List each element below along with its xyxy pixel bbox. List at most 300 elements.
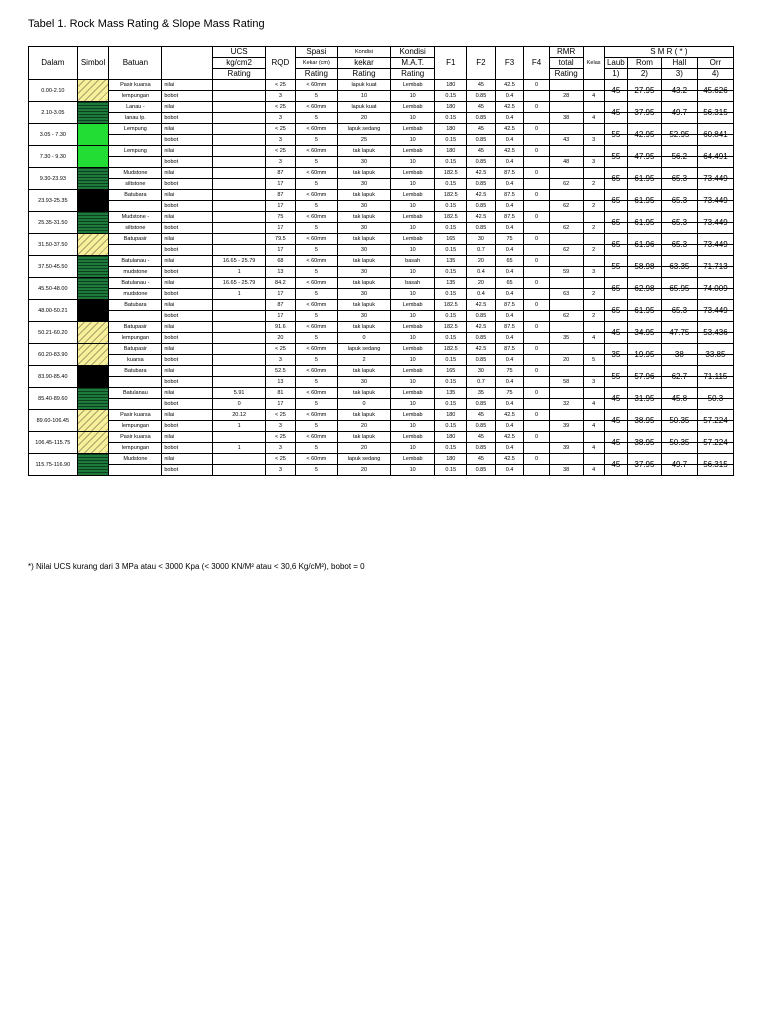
- header-smr-orr-num: 4): [697, 69, 733, 80]
- bobot-mat-cell: 10: [390, 113, 434, 124]
- smr-orr-cell: 71.115: [697, 372, 733, 383]
- row-kind-label: bobot: [162, 289, 213, 300]
- rock-type-cell: [109, 399, 162, 410]
- row-kind-label: bobot: [162, 157, 213, 168]
- rock-type-cell: lempungan: [109, 421, 162, 432]
- rock-type-cell: Batulanau -: [109, 278, 162, 289]
- depth-cell: 89.60-106.45: [29, 410, 78, 432]
- nilai-rqd-cell: 68: [266, 256, 296, 267]
- lithology-pattern-sand: [78, 344, 109, 365]
- nilai-f2-cell: 45: [467, 432, 496, 443]
- bobot-f1-cell: 0.15: [435, 91, 467, 102]
- nilai-f4-cell: 0: [524, 410, 549, 421]
- nilai-ucs-cell: [213, 322, 266, 333]
- depth-cell: 0.00-2.10: [29, 80, 78, 102]
- nilai-spasi-cell: < 60mm: [295, 344, 337, 355]
- nilai-f4-cell: 0: [524, 146, 549, 157]
- bobot-spasi-cell: 5: [295, 179, 337, 190]
- smr-orr-cell: 73.449: [697, 196, 733, 207]
- bobot-spasi-cell: 5: [295, 245, 337, 256]
- nilai-f1-cell: 180: [435, 102, 467, 113]
- bobot-f2-cell: 0.85: [467, 113, 496, 124]
- bobot-rqd-cell: 3: [266, 443, 296, 454]
- smr-orr-cell: 53.436: [697, 328, 733, 339]
- bobot-f4-cell: [524, 135, 549, 146]
- bobot-mat-cell: 10: [390, 91, 434, 102]
- nilai-f3-cell: 87.5: [495, 322, 524, 333]
- bobot-f2-cell: 0.85: [467, 201, 496, 212]
- header-kondisi-mat-2: M.A.T.: [390, 58, 434, 69]
- row-kind-label: bobot: [162, 201, 213, 212]
- nilai-kekar-cell: tak lapuk: [338, 278, 391, 289]
- bobot-spasi-cell: 5: [295, 377, 337, 388]
- depth-cell: 115.75-116.90: [29, 454, 78, 476]
- kelas-cell: 5: [583, 355, 604, 366]
- bobot-mat-cell: 10: [390, 465, 434, 476]
- nilai-f1-cell: 180: [435, 124, 467, 135]
- rock-type-cell: Batupasir: [109, 234, 162, 245]
- bobot-f2-cell: 0.7: [467, 377, 496, 388]
- nilai-rqd-cell: < 25: [266, 146, 296, 157]
- nilai-f3-cell: 42.5: [495, 80, 524, 91]
- bobot-mat-cell: 10: [390, 223, 434, 234]
- bobot-f1-cell: 0.15: [435, 333, 467, 344]
- bobot-ucs-cell: 1: [213, 267, 266, 278]
- nilai-spasi-cell: < 60mm: [295, 454, 337, 465]
- smr-laub-cell: 45: [604, 416, 627, 427]
- lithology-pattern-mud: [78, 212, 109, 233]
- nilai-spasi-cell: < 60mm: [295, 212, 337, 223]
- bobot-spasi-cell: 5: [295, 267, 337, 278]
- bobot-f3-cell: 0.4: [495, 157, 524, 168]
- row-kind-label: bobot: [162, 399, 213, 410]
- lithology-symbol: [77, 322, 109, 344]
- bobot-mat-cell: 10: [390, 443, 434, 454]
- kelas-cell: 4: [583, 91, 604, 102]
- kelas-blank-cell: [583, 278, 604, 289]
- rock-type-cell: Mudstone: [109, 168, 162, 179]
- smr-orr-cell: 56.315: [697, 108, 733, 119]
- bobot-f1-cell: 0.15: [435, 267, 467, 278]
- nilai-f3-cell: 87.5: [495, 212, 524, 223]
- nilai-f2-cell: 20: [467, 256, 496, 267]
- lithology-symbol: [77, 234, 109, 256]
- kelas-cell: 2: [583, 201, 604, 212]
- table-row: [29, 201, 734, 212]
- smr-laub-cell: 55: [604, 372, 627, 383]
- rmr-blank-cell: [549, 410, 583, 421]
- bobot-spasi-cell: 5: [295, 289, 337, 300]
- nilai-spasi-cell: < 60mm: [295, 234, 337, 245]
- kelas-cell: 4: [583, 465, 604, 476]
- nilai-rqd-cell: < 25: [266, 454, 296, 465]
- smr-rom-cell: 27.95: [628, 86, 662, 97]
- bobot-mat-cell: 10: [390, 289, 434, 300]
- nilai-spasi-cell: < 60mm: [295, 300, 337, 311]
- smr-hall-cell: 50.35: [661, 438, 697, 449]
- bobot-mat-cell: 10: [390, 135, 434, 146]
- smr-orr-cell: 73.449: [697, 174, 733, 185]
- row-kind-label: nilai: [162, 168, 213, 179]
- depth-cell: 60.20-83.90: [29, 344, 78, 366]
- bobot-mat-cell: 10: [390, 333, 434, 344]
- bobot-f4-cell: [524, 113, 549, 124]
- rmr-blank-cell: [549, 366, 583, 377]
- smr-orr-cell: 74.009: [697, 284, 733, 295]
- row-kind-label: nilai: [162, 300, 213, 311]
- bobot-f4-cell: [524, 267, 549, 278]
- nilai-mat-cell: Lembab: [390, 344, 434, 355]
- bobot-f2-cell: 0.4: [467, 267, 496, 278]
- smr-laub-cell: 55: [604, 152, 627, 163]
- lithology-symbol: [77, 168, 109, 190]
- nilai-ucs-cell: [213, 300, 266, 311]
- nilai-f3-cell: 87.5: [495, 344, 524, 355]
- nilai-f3-cell: 87.5: [495, 190, 524, 201]
- bobot-f1-cell: 0.15: [435, 113, 467, 124]
- depth-cell: 23.93-25.35: [29, 190, 78, 212]
- nilai-f4-cell: 0: [524, 278, 549, 289]
- nilai-spasi-cell: < 60mm: [295, 410, 337, 421]
- smr-orr-cell: 73.449: [697, 218, 733, 229]
- rmr-blank-cell: [549, 454, 583, 465]
- kelas-blank-cell: [583, 388, 604, 399]
- row-kind-label: bobot: [162, 465, 213, 476]
- row-kind-label: nilai: [162, 80, 213, 91]
- kelas-cell: 3: [583, 267, 604, 278]
- nilai-mat-cell: Lembab: [390, 410, 434, 421]
- depth-cell: 25.35-31.50: [29, 212, 78, 234]
- depth-cell: 9.30-23.93: [29, 168, 78, 190]
- rock-type-cell: Batupasir: [109, 322, 162, 333]
- nilai-f1-cell: 180: [435, 410, 467, 421]
- nilai-f1-cell: 180: [435, 146, 467, 157]
- nilai-rqd-cell: 87: [266, 168, 296, 179]
- rmr-total-cell: 20: [549, 355, 583, 366]
- bobot-ucs-cell: [213, 91, 266, 102]
- lithology-pattern-mud: [78, 278, 109, 299]
- nilai-f3-cell: 75: [495, 234, 524, 245]
- smr-rom-cell: 47.95: [628, 152, 662, 163]
- lithology-symbol: [77, 102, 109, 124]
- nilai-f1-cell: 135: [435, 388, 467, 399]
- kelas-cell: 2: [583, 245, 604, 256]
- row-kind-label: bobot: [162, 267, 213, 278]
- bobot-f3-cell: 0.4: [495, 355, 524, 366]
- nilai-f4-cell: 0: [524, 168, 549, 179]
- header-f2: F2: [467, 47, 496, 80]
- nilai-mat-cell: Lembab: [390, 102, 434, 113]
- nilai-f2-cell: 45: [467, 124, 496, 135]
- nilai-f4-cell: 0: [524, 388, 549, 399]
- rock-type-cell: siltstone: [109, 223, 162, 234]
- nilai-mat-cell: Lembab: [390, 80, 434, 91]
- depth-cell: 106.45-115.75: [29, 432, 78, 454]
- rmr-blank-cell: [549, 234, 583, 245]
- header-smr-hall-num: 3): [661, 69, 697, 80]
- nilai-f2-cell: 35: [467, 388, 496, 399]
- kelas-blank-cell: [583, 410, 604, 421]
- header-kelas: Kelas: [583, 47, 604, 80]
- bobot-f4-cell: [524, 377, 549, 388]
- row-kind-label: bobot: [162, 443, 213, 454]
- bobot-f1-cell: 0.15: [435, 157, 467, 168]
- bobot-spasi-cell: 5: [295, 355, 337, 366]
- table-row: [29, 443, 734, 454]
- nilai-mat-cell: Lembab: [390, 234, 434, 245]
- nilai-f3-cell: 87.5: [495, 168, 524, 179]
- lithology-pattern-mud: [78, 168, 109, 189]
- bobot-ucs-cell: [213, 201, 266, 212]
- nilai-ucs-cell: 5.91: [213, 388, 266, 399]
- bobot-mat-cell: 10: [390, 377, 434, 388]
- lithology-symbol: [77, 80, 109, 102]
- kelas-cell: 3: [583, 377, 604, 388]
- smr-rom-cell: 37.95: [628, 460, 662, 471]
- smr-rom-cell: 38.95: [628, 416, 662, 427]
- bobot-rqd-cell: 17: [266, 201, 296, 212]
- header-f4: F4: [524, 47, 549, 80]
- bobot-f1-cell: 0.15: [435, 377, 467, 388]
- bobot-f1-cell: 0.15: [435, 443, 467, 454]
- bobot-spasi-cell: 5: [295, 465, 337, 476]
- bobot-f3-cell: 0.4: [495, 201, 524, 212]
- rmr-blank-cell: [549, 190, 583, 201]
- bobot-kekar-cell: 30: [338, 201, 391, 212]
- table-row: [29, 421, 734, 432]
- lithology-pattern-coal: [78, 190, 109, 211]
- rmr-total-cell: 62: [549, 201, 583, 212]
- nilai-mat-cell: Lembab: [390, 322, 434, 333]
- bobot-f4-cell: [524, 245, 549, 256]
- rock-type-cell: Batubara: [109, 300, 162, 311]
- bobot-f1-cell: 0.15: [435, 421, 467, 432]
- rmr-blank-cell: [549, 388, 583, 399]
- row-kind-label: nilai: [162, 344, 213, 355]
- rmr-total-cell: 62: [549, 179, 583, 190]
- nilai-f4-cell: 0: [524, 124, 549, 135]
- bobot-ucs-cell: [213, 135, 266, 146]
- kelas-cell: 4: [583, 333, 604, 344]
- table-row: [29, 135, 734, 146]
- kelas-blank-cell: [583, 256, 604, 267]
- nilai-f2-cell: 42.5: [467, 300, 496, 311]
- lithology-symbol: [77, 146, 109, 168]
- nilai-mat-cell: Lembab: [390, 124, 434, 135]
- kelas-blank-cell: [583, 190, 604, 201]
- nilai-kekar-cell: tak lapuk: [338, 234, 391, 245]
- bobot-f3-cell: 0.4: [495, 399, 524, 410]
- nilai-rqd-cell: 81: [266, 388, 296, 399]
- rmr-total-cell: 62: [549, 245, 583, 256]
- bobot-kekar-cell: 30: [338, 311, 391, 322]
- header-ucs-3: Rating: [213, 69, 266, 80]
- bobot-f2-cell: 0.85: [467, 135, 496, 146]
- nilai-ucs-cell: 20.12: [213, 410, 266, 421]
- bobot-ucs-cell: 1: [213, 289, 266, 300]
- smr-rom-cell: 19.95: [628, 350, 662, 361]
- bobot-kekar-cell: 30: [338, 267, 391, 278]
- kelas-cell: 4: [583, 113, 604, 124]
- bobot-f2-cell: 0.85: [467, 465, 496, 476]
- row-kind-label: bobot: [162, 113, 213, 124]
- bobot-f4-cell: [524, 179, 549, 190]
- smr-orr-cell: 57.224: [697, 416, 733, 427]
- row-kind-label: bobot: [162, 245, 213, 256]
- rock-type-cell: lempungan: [109, 443, 162, 454]
- nilai-mat-cell: Lembab: [390, 300, 434, 311]
- nilai-f4-cell: 0: [524, 322, 549, 333]
- nilai-ucs-cell: [213, 212, 266, 223]
- nilai-f2-cell: 42.5: [467, 212, 496, 223]
- nilai-f1-cell: 165: [435, 366, 467, 377]
- nilai-f3-cell: 42.5: [495, 410, 524, 421]
- bobot-f3-cell: 0.4: [495, 333, 524, 344]
- nilai-rqd-cell: 87: [266, 190, 296, 201]
- lithology-pattern-mud: [78, 388, 109, 409]
- bobot-f3-cell: 0.4: [495, 245, 524, 256]
- bobot-mat-cell: 10: [390, 245, 434, 256]
- nilai-kekar-cell: lapuk sedang: [338, 454, 391, 465]
- bobot-kekar-cell: 20: [338, 465, 391, 476]
- nilai-kekar-cell: tak lapuk: [338, 432, 391, 443]
- smr-laub-cell: 65: [604, 284, 627, 295]
- nilai-kekar-cell: tak lapuk: [338, 388, 391, 399]
- depth-cell: 83.90-85.40: [29, 366, 78, 388]
- lithology-symbol: [77, 432, 109, 454]
- bobot-rqd-cell: 3: [266, 135, 296, 146]
- nilai-kekar-cell: tak lapuk: [338, 190, 391, 201]
- nilai-f4-cell: 0: [524, 80, 549, 91]
- lithology-symbol: [77, 124, 109, 146]
- table-row: [29, 245, 734, 256]
- table-row: [29, 267, 734, 278]
- nilai-f4-cell: 0: [524, 344, 549, 355]
- header-spasi-1: Spasi: [295, 47, 337, 58]
- header-smr-laub: Laub: [604, 58, 627, 69]
- bobot-kekar-cell: 0: [338, 399, 391, 410]
- bobot-f4-cell: [524, 223, 549, 234]
- header-kondisi-kekar-1: Kondisi: [338, 47, 391, 58]
- bobot-rqd-cell: 3: [266, 421, 296, 432]
- rmr-total-cell: 48: [549, 157, 583, 168]
- row-kind-label: nilai: [162, 432, 213, 443]
- nilai-mat-cell: Lembab: [390, 146, 434, 157]
- bobot-spasi-cell: 5: [295, 91, 337, 102]
- nilai-ucs-cell: 16.65 - 25.79: [213, 278, 266, 289]
- smr-rom-cell: 61.95: [628, 196, 662, 207]
- lithology-pattern-sand: [78, 322, 109, 343]
- kelas-blank-cell: [583, 234, 604, 245]
- lithology-pattern-sand: [78, 80, 109, 101]
- bobot-kekar-cell: 30: [338, 289, 391, 300]
- nilai-f2-cell: 42.5: [467, 322, 496, 333]
- nilai-rqd-cell: 91.6: [266, 322, 296, 333]
- rmr-blank-cell: [549, 168, 583, 179]
- depth-cell: 31.50-37.50: [29, 234, 78, 256]
- header-kondisi-mat-3: Rating: [390, 69, 434, 80]
- rock-type-cell: lempungan: [109, 333, 162, 344]
- bobot-rqd-cell: 17: [266, 399, 296, 410]
- header-smr-hall: Hall: [661, 58, 697, 69]
- smr-hall-cell: 63.35: [661, 262, 697, 273]
- header-spasi-2: Kekar (cm): [295, 58, 337, 69]
- rmr-total-cell: 63: [549, 289, 583, 300]
- bobot-f2-cell: 0.85: [467, 355, 496, 366]
- rock-type-cell: mudstone: [109, 289, 162, 300]
- smr-rom-cell: 34.95: [628, 328, 662, 339]
- bobot-f3-cell: 0.4: [495, 311, 524, 322]
- smr-laub-cell: 45: [604, 108, 627, 119]
- bobot-ucs-cell: [213, 245, 266, 256]
- bobot-f1-cell: 0.15: [435, 289, 467, 300]
- nilai-rqd-cell: 52.5: [266, 366, 296, 377]
- bobot-spasi-cell: 5: [295, 201, 337, 212]
- bobot-rqd-cell: 13: [266, 377, 296, 388]
- bobot-spasi-cell: 5: [295, 399, 337, 410]
- table-row: [29, 91, 734, 102]
- nilai-f4-cell: 0: [524, 454, 549, 465]
- smr-laub-cell: 65: [604, 174, 627, 185]
- rock-type-cell: Batubara: [109, 366, 162, 377]
- smr-laub-cell: 65: [604, 218, 627, 229]
- bobot-kekar-cell: 25: [338, 135, 391, 146]
- nilai-spasi-cell: < 60mm: [295, 168, 337, 179]
- row-kind-label: nilai: [162, 278, 213, 289]
- rock-type-cell: Pasir kuarsa: [109, 432, 162, 443]
- header-kondisi-kekar-2: kekar: [338, 58, 391, 69]
- header-f1: F1: [435, 47, 467, 80]
- kelas-blank-cell: [583, 168, 604, 179]
- kelas-cell: 3: [583, 135, 604, 146]
- kelas-blank-cell: [583, 366, 604, 377]
- rmr-blank-cell: [549, 278, 583, 289]
- row-kind-label: nilai: [162, 388, 213, 399]
- row-kind-label: nilai: [162, 146, 213, 157]
- nilai-ucs-cell: [213, 146, 266, 157]
- bobot-f2-cell: 0.85: [467, 333, 496, 344]
- header-ucs-1: UCS: [213, 47, 266, 58]
- nilai-f2-cell: 45: [467, 410, 496, 421]
- bobot-f4-cell: [524, 333, 549, 344]
- nilai-rqd-cell: 75: [266, 212, 296, 223]
- bobot-rqd-cell: 17: [266, 179, 296, 190]
- nilai-mat-cell: Lembab: [390, 432, 434, 443]
- bobot-f1-cell: 0.15: [435, 311, 467, 322]
- nilai-f1-cell: 135: [435, 256, 467, 267]
- header-smr-laub-num: 1): [604, 69, 627, 80]
- lithology-pattern-coal: [78, 300, 109, 321]
- nilai-f1-cell: 180: [435, 80, 467, 91]
- header-dalam: Dalam: [29, 47, 78, 80]
- rock-type-cell: Pasir kuarsa: [109, 80, 162, 91]
- rock-type-cell: Lanau -: [109, 102, 162, 113]
- nilai-kekar-cell: lapuk kuat: [338, 80, 391, 91]
- smr-orr-cell: 60.841: [697, 130, 733, 141]
- bobot-f2-cell: 0.85: [467, 91, 496, 102]
- smr-rom-cell: 62.98: [628, 284, 662, 295]
- nilai-f2-cell: 30: [467, 366, 496, 377]
- row-kind-label: bobot: [162, 355, 213, 366]
- rock-type-cell: lanau lp.: [109, 113, 162, 124]
- bobot-f3-cell: 0.4: [495, 267, 524, 278]
- smr-orr-cell: 56.315: [697, 460, 733, 471]
- kelas-blank-cell: [583, 432, 604, 443]
- bobot-rqd-cell: 3: [266, 355, 296, 366]
- nilai-mat-cell: Lembab: [390, 190, 434, 201]
- kelas-blank-cell: [583, 322, 604, 333]
- nilai-f3-cell: 42.5: [495, 454, 524, 465]
